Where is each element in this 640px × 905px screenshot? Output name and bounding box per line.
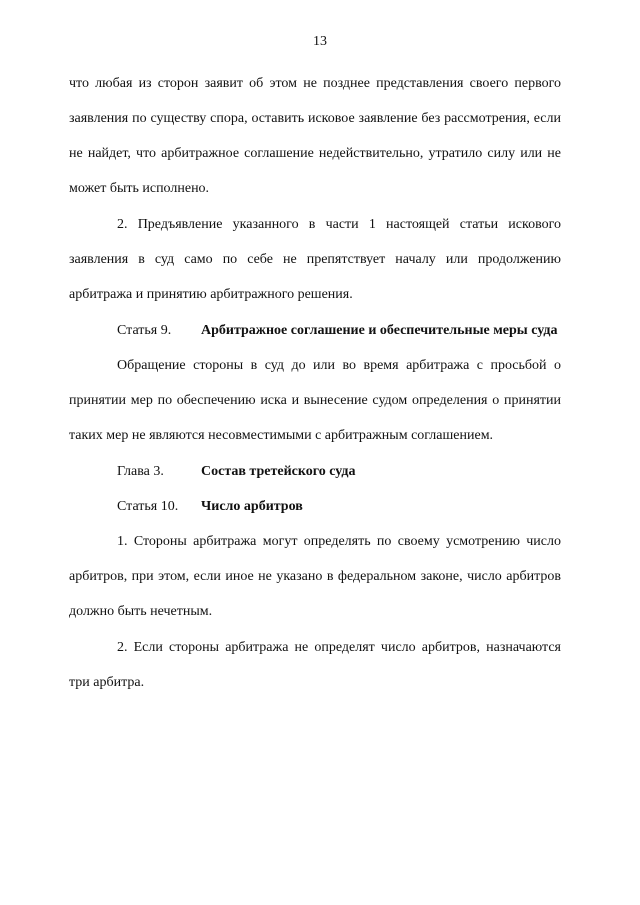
chapter-3-heading [117, 454, 561, 489]
article-9-label: Статья 9. [117, 323, 172, 338]
article-9-title: Арбитражное соглашение и обеспечительные меры суда [201, 323, 558, 338]
paragraph-article-10-part-2: 2. Если стороны арбитража не определят число арбитров, назначаются три арбитра. [69, 640, 561, 690]
paragraph-continuation: что любая из сторон заявит об этом не позднее представления своего первого заявления по существу спора, оставить исковое заявление без рассмотрения, если не найдет, что арбитражное соглашение недействительно, утратило силу или не может быть исполнено. [69, 76, 561, 196]
article-10-title: Число арбитров [201, 499, 303, 514]
paragraph-article-9: Обращение стороны в суд до или во время арбитража с просьбой о принятии мер по обеспечению иска и вынесение судом определения о принятии таких мер не являются несовместимыми с арбитражным соглашением. [69, 358, 561, 443]
paragraph-part-2: 2. Предъявление указанного в части 1 настоящей статьи искового заявления в суд само по себе не препятствует началу или продолжению арбитража и принятию арбитражного решения. [69, 217, 561, 302]
article-10-heading [117, 489, 561, 524]
article-10-label: Статья 10. [117, 499, 179, 514]
chapter-3-title: Состав третейского суда [201, 464, 356, 479]
article-9-heading [117, 313, 561, 348]
document-body [69, 66, 561, 701]
page-number: 13 [313, 34, 327, 49]
chapter-3-label: Глава 3. [117, 464, 164, 479]
paragraph-article-10-part-1: 1. Стороны арбитража могут определять по своему усмотрению число арбитров, при этом, если иное не указано в федеральном законе, число арбитров должно быть нечетным. [69, 534, 561, 619]
